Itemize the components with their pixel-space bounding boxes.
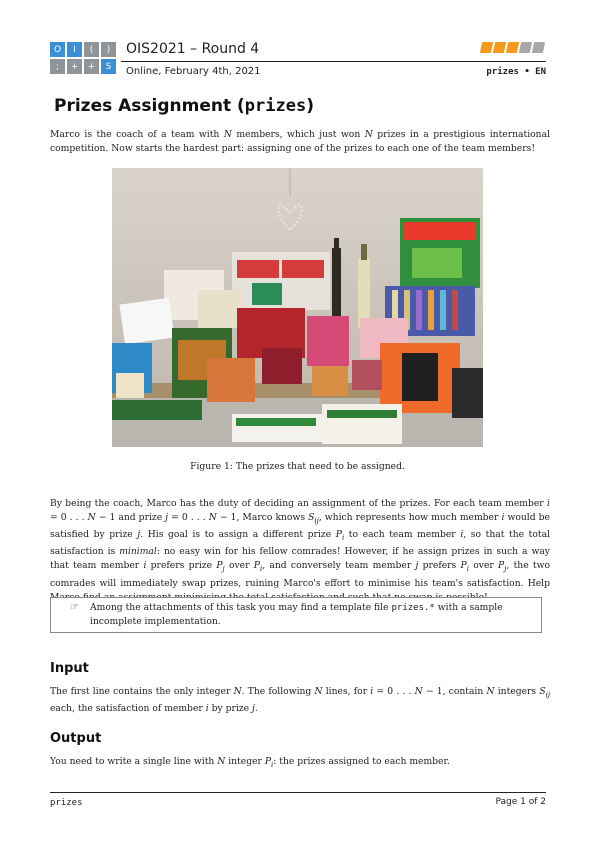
header-divider: [121, 61, 546, 62]
input-heading: Input: [50, 661, 89, 676]
title-text: Prizes Assignment (: [54, 96, 245, 116]
figure-caption: Figure 1: The prizes that need to be assigned.: [190, 461, 405, 472]
template-file-name: prizes.*: [391, 603, 435, 613]
output-heading: Output: [50, 731, 102, 746]
output-paragraph: You need to write a single line with N integer $P_i$: the prizes assigned to each member.: [50, 756, 450, 769]
logo-cell: ;: [50, 59, 65, 74]
intro-paragraph: Marco is the coach of a team with N members, which just won N prizes in a prestigious international competition. Now starts the hardest part: assigning one of the prizes to each one of the team members!: [50, 129, 551, 155]
page-number: Page 1 of 2: [495, 797, 546, 807]
task-tag: prizes • EN: [486, 67, 546, 77]
difficulty-pip: [532, 42, 545, 53]
logo-cell: O: [50, 42, 65, 57]
prizes-photo-illustration: [112, 168, 483, 447]
ois-logo: [50, 42, 118, 76]
attachment-note-text: [90, 601, 530, 629]
pointing-hand-icon: ☞: [70, 602, 79, 613]
note-text-after: with a sample incomplete implementation.: [90, 602, 503, 627]
difficulty-pip: [519, 42, 532, 53]
logo-cell: ): [101, 42, 116, 57]
logo-cell: +: [67, 59, 82, 74]
title-code: prizes: [244, 96, 307, 116]
input-paragraph: The first line contains the only integer N. The following N lines, for i = 0 . . . N − 1, contain N integers $S_{ij}$ each, the satisfaction of member i by prize j.: [50, 686, 551, 715]
statement-paragraph: By being the coach, Marco has the duty of deciding an assignment of the prizes. For each team member i = 0 . . . N − 1 and prize j = 0 . . . N − 1, Marco knows $S_{ij}$, which represents how much member i would be satisfied by prize j. His goal is to assign a different prize $P_i$ to each team member i, so that the total satisfaction is minimal: no easy win for his fellow comrades! However, if he assign prizes in such a way that team member i prefers prize $P_j$ over $P_i$, and conversely team member j prefers $P_i$ over $P_j$, the two comrades will immediately swap prizes, ruining Marco's effort to minimise his team's satisfaction. Help: [50, 498, 550, 589]
logo-cell: S: [101, 59, 116, 74]
footer-task-name: prizes: [50, 798, 83, 808]
page-title: [54, 96, 314, 116]
footer-divider: [50, 792, 546, 793]
title-close: ): [306, 96, 314, 116]
prizes-photo: [112, 168, 483, 447]
contest-name: OIS2021 – Round 4: [126, 41, 260, 57]
logo-cell: (: [84, 42, 99, 57]
contest-date: Online, February 4th, 2021: [126, 66, 261, 77]
difficulty-pip: [480, 42, 493, 53]
logo-cell: I: [67, 42, 82, 57]
difficulty-indicator: [481, 42, 546, 54]
difficulty-pip: [493, 42, 506, 53]
difficulty-pip: [506, 42, 519, 53]
logo-cell: +: [84, 59, 99, 74]
note-text-before: Among the attachments of this task you may find a template file: [90, 602, 392, 613]
